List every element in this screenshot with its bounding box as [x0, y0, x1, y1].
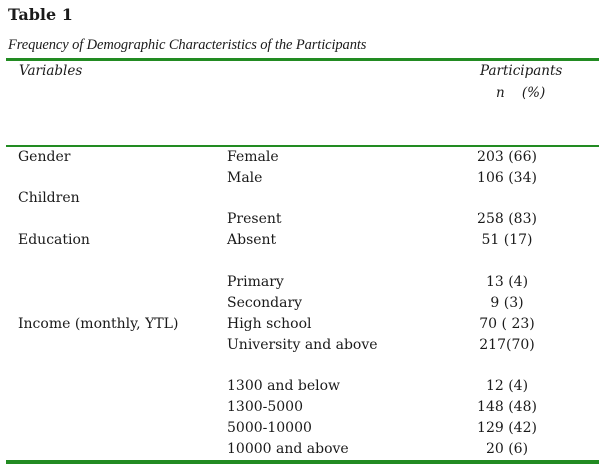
label-income-1300-below: 1300 and below: [227, 378, 340, 394]
label-present: Present: [227, 211, 282, 227]
value-income-1300-5000: 148 (48): [477, 399, 537, 415]
label-university: University and above: [227, 337, 378, 353]
label-income-5000-10000: 5000-10000: [227, 420, 312, 436]
value-absent: 51 (17): [481, 232, 533, 248]
value-income-1300-below: 12 (4): [485, 378, 529, 394]
label-income-10000-above: 10000 and above: [227, 441, 349, 457]
label-education: Education: [18, 232, 90, 248]
label-absent: Absent: [227, 232, 277, 248]
table-title: Table 1: [8, 5, 73, 24]
top-rule: [6, 58, 599, 61]
value-income-5000-10000: 129 (42): [477, 420, 537, 436]
value-primary: 13 (4): [485, 274, 529, 290]
header-rule: [6, 145, 599, 147]
header-subheader: n (%): [496, 85, 546, 101]
header-participants: Participants: [480, 63, 563, 79]
label-female: Female: [227, 149, 279, 165]
header-variables: Variables: [19, 63, 83, 79]
label-income-1300-5000: 1300-5000: [227, 399, 303, 415]
value-secondary: 9 (3): [490, 295, 524, 311]
value-university: 217(70): [479, 337, 535, 353]
value-male: 106 (34): [477, 170, 537, 186]
label-income: Income (monthly, YTL): [18, 316, 179, 332]
label-secondary: Secondary: [227, 295, 303, 311]
label-children: Children: [18, 190, 80, 206]
bottom-rule: [6, 460, 599, 464]
label-primary: Primary: [227, 274, 284, 290]
label-high-school: High school: [227, 316, 312, 332]
value-female: 203 (66): [477, 149, 537, 165]
value-present: 258 (83): [477, 211, 537, 227]
value-high-school: 70 ( 23): [479, 316, 535, 332]
label-gender: Gender: [18, 149, 71, 165]
value-income-10000-above: 20 (6): [485, 441, 529, 457]
label-male: Male: [227, 170, 263, 186]
table-caption: Frequency of Demographic Characteristics of the Participants: [8, 37, 367, 53]
